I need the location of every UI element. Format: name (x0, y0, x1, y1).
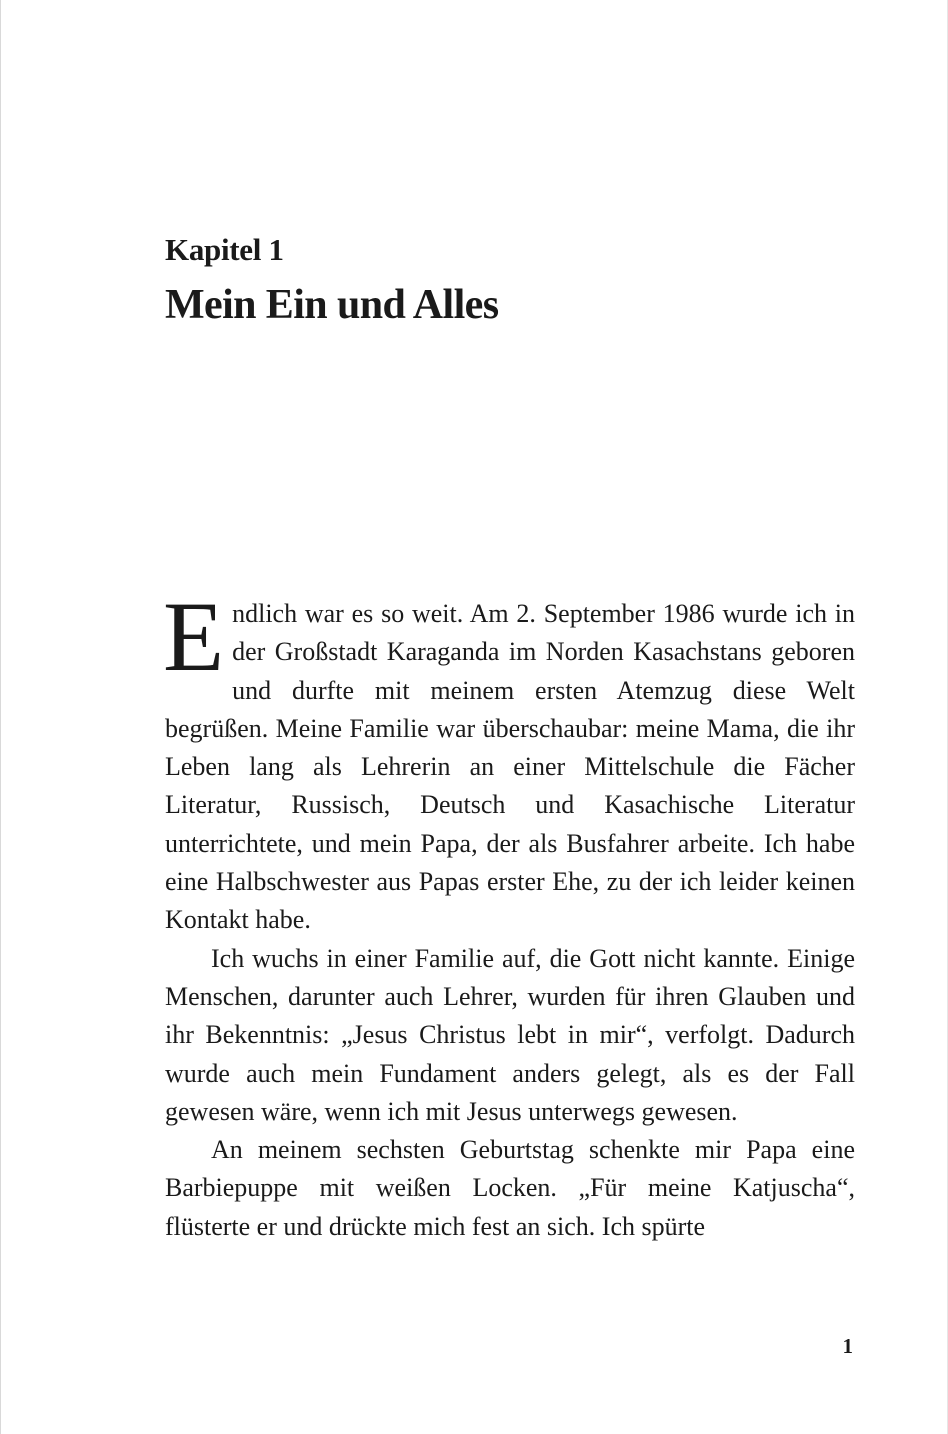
drop-cap: E (163, 581, 225, 692)
paragraph-2: Ich wuchs in einer Familie auf, die Gott nicht kannte. Einige Menschen, darunter auch Lehrer, wurden für ihren Glauben und ihr Bekenntnis: „Jesus Christus lebt in mir“, verfolgt. Dadurch wurde auch mein Fundament anders gelegt, als es der Fall gewesen wäre, wenn ich mit Jesus unterwegs gewesen. (165, 943, 855, 1126)
chapter-label: Kapitel 1 (165, 232, 284, 267)
paragraph-3: An meinem sechsten Geburtstag schenkte mir Papa eine Barbiepuppe mit weißen Locken. „Für meine Katjuscha“, flüsterte er und drückte mich fest an sich. Ich spürte (165, 1135, 855, 1241)
page-number: 1 (842, 1334, 853, 1358)
chapter-title: Mein Ein und Alles (165, 282, 499, 328)
paragraph-1 (163, 581, 855, 940)
body-text (163, 581, 855, 1246)
paragraph-1-text: ndlich war es so weit. Am 2. September 1986 wurde ich in der Großstadt Karaganda im Norden Kasachstans geboren und durfte mit meinem ersten Atemzug diese Welt begrüßen. Meine Familie war überschaubar: meine Mama, die ihr Leben lang als Lehrerin an einer Mittelschule die Fächer Literatur, Russisch, Deutsch und Kasachische Literatur unterrichtete, und mein Papa, der als Busfahrer arbeite. Ich habe eine Halbschwester aus Papas erster Ehe, zu der ich leider keinen Kontakt habe. (165, 599, 855, 935)
